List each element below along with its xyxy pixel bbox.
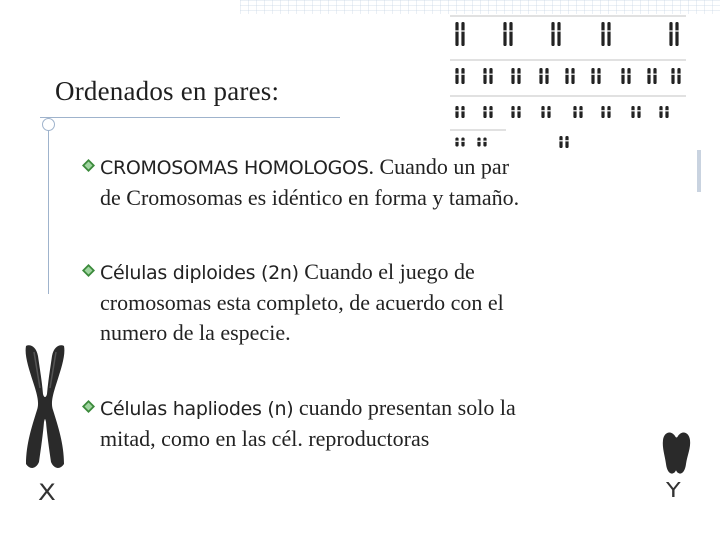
bullet-hapliodes	[80, 393, 680, 454]
y-chromosome-label: Y	[666, 478, 681, 502]
bullet-continuation: de Cromosomas es idéntico en forma y tamaño.	[100, 185, 520, 210]
chromosome-pair-icon	[565, 68, 575, 84]
bullet-lead: Células diploides (2n)	[100, 262, 299, 284]
chromosome-pair-icon	[573, 106, 583, 118]
bullet-diploides	[80, 257, 680, 348]
chromosome-pair-icon	[511, 106, 521, 118]
chromosome-pair-icon	[601, 106, 611, 118]
bullet-continuation: cromosomas esta completo, de acuerdo con el	[100, 290, 504, 315]
chromosome-pair-icon	[539, 68, 549, 84]
chromosome-pair-icon	[455, 68, 465, 84]
chromosome-pair-icon	[503, 22, 513, 46]
corner-circle-ornament	[42, 118, 55, 131]
chromosome-pair-icon	[559, 136, 569, 148]
diamond-bullet-icon	[82, 159, 95, 172]
chromosome-pair-icon	[551, 22, 561, 46]
chromosome-pair-icon	[483, 106, 493, 118]
title-underline	[40, 117, 340, 118]
bullet-lead: CROMOSOMAS HOMOLOGOS	[100, 157, 369, 179]
chromosome-pair-icon	[477, 138, 487, 147]
slide-title: Ordenados en pares:	[55, 76, 280, 106]
chromosome-pair-icon	[591, 68, 601, 84]
chromosome-pair-icon	[455, 138, 465, 147]
bullet-lead: Células hapliodes (n)	[100, 398, 294, 420]
chromosome-pair-icon	[455, 22, 465, 46]
x-chromosome-icon	[20, 342, 70, 472]
bullet-text: . Cuando un par	[368, 154, 510, 179]
bullet-continuation: numero de la especie.	[100, 320, 291, 345]
left-vertical-rule	[48, 124, 49, 294]
y-chromosome-icon	[655, 428, 697, 478]
chromosome-pair-icon	[601, 22, 611, 46]
chromosome-pair-icon	[669, 22, 679, 46]
diamond-bullet-icon	[82, 400, 95, 413]
chromosome-pair-icon	[511, 68, 521, 84]
bullet-homologos	[80, 152, 680, 213]
chromosome-pair-icon	[647, 68, 657, 84]
chromosome-pair-icon	[541, 106, 551, 118]
chromosome-pair-icon	[621, 68, 631, 84]
chromosome-pair-icon	[659, 106, 669, 118]
bullet-text: cuando presentan solo la	[293, 395, 516, 420]
diamond-bullet-icon	[82, 264, 95, 277]
chromosome-pair-icon	[671, 68, 681, 84]
chromosome-pair-icon	[455, 106, 465, 118]
karyotype-image	[446, 6, 690, 154]
x-chromosome-label: X	[38, 480, 56, 506]
chromosome-pair-icon	[631, 106, 641, 118]
bullet-continuation: mitad, como en las cél. reproductoras	[100, 426, 430, 451]
chromosome-pair-icon	[483, 68, 493, 84]
bullet-text: Cuando el juego de	[298, 259, 475, 284]
right-edge-accent	[697, 150, 701, 192]
